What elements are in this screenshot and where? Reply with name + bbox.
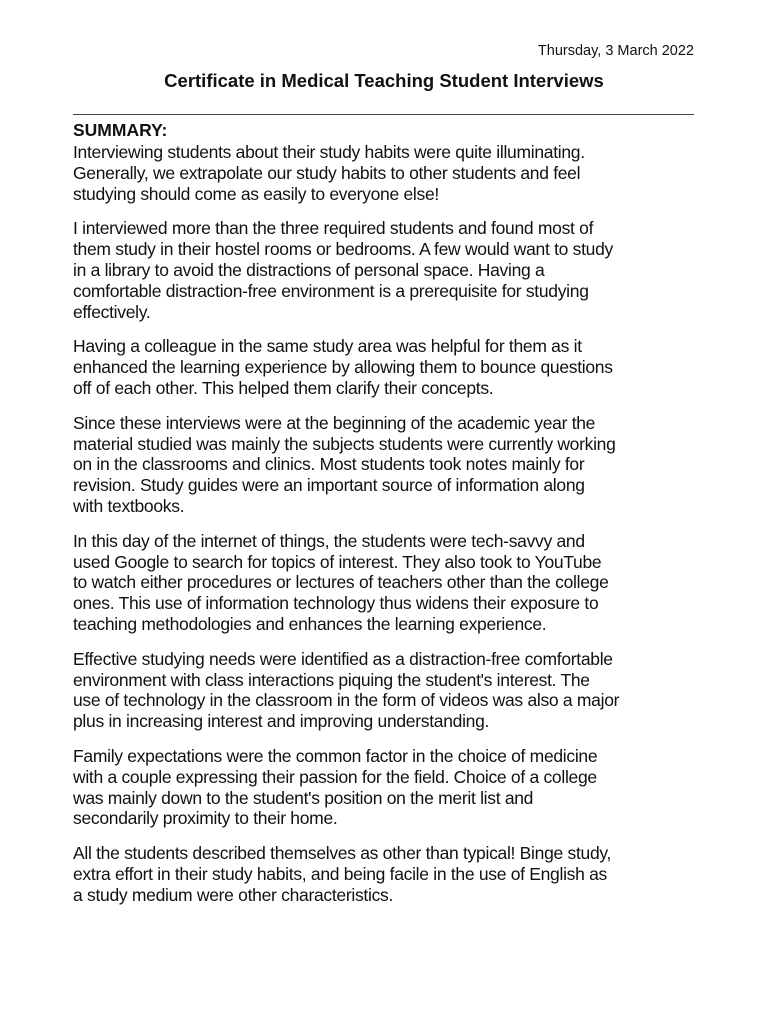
paragraph-line: revision. Study guides were an important source of information along bbox=[73, 475, 585, 496]
paragraph-line: off of each other. This helped them clarify their concepts. bbox=[73, 377, 494, 398]
paragraph-line: environment with class interactions piquing the student's interest. The bbox=[73, 669, 590, 690]
summary-paragraph bbox=[73, 649, 697, 732]
summary-paragraph bbox=[73, 336, 697, 398]
paragraph-line: studying should come as easily to everyone else! bbox=[73, 183, 439, 204]
paragraph-line: in a library to avoid the distractions of personal space. Having a bbox=[73, 259, 545, 280]
paragraph-line: Generally, we extrapolate our study habits to other students and feel bbox=[73, 162, 581, 183]
paragraph-line: All the students described themselves as other than typical! Binge study, bbox=[73, 843, 612, 864]
summary-paragraph bbox=[73, 218, 697, 322]
document-date: Thursday, 3 March 2022 bbox=[537, 43, 694, 59]
summary-section bbox=[73, 118, 697, 920]
title-divider bbox=[73, 114, 694, 115]
paragraph-line: Having a colleague in the same study area was helpful for them as it bbox=[73, 336, 582, 357]
paragraph-line: to watch either procedures or lectures of teachers other than the college bbox=[73, 572, 609, 593]
document-title: Certificate in Medical Teaching Student Interviews bbox=[164, 70, 604, 91]
paragraph-line: ones. This use of information technology thus widens their exposure to bbox=[73, 593, 599, 614]
paragraph-line: was mainly down to the student's position on the merit list and bbox=[73, 787, 534, 808]
paragraph-line: I interviewed more than the three required students and found most of bbox=[73, 218, 594, 239]
summary-body bbox=[73, 142, 697, 906]
summary-paragraph bbox=[73, 746, 697, 829]
summary-paragraph bbox=[73, 142, 697, 204]
paragraph-line: material studied was mainly the subjects students were currently working bbox=[73, 433, 616, 454]
paragraph-line: a study medium were other characteristics. bbox=[73, 884, 394, 905]
paragraph-line: Since these interviews were at the beginning of the academic year the bbox=[73, 412, 596, 433]
paragraph-line: In this day of the internet of things, the students were tech-savvy and bbox=[73, 530, 585, 551]
paragraph-line: plus in increasing interest and improving understanding. bbox=[73, 711, 490, 732]
paragraph-line: Interviewing students about their study habits were quite illuminating. bbox=[73, 142, 585, 162]
paragraph-line: with textbooks. bbox=[73, 495, 185, 516]
paragraph-line: enhanced the learning experience by allowing them to bounce questions bbox=[73, 357, 613, 378]
paragraph-line: Family expectations were the common factor in the choice of medicine bbox=[73, 745, 598, 766]
paragraph-line: secondarily proximity to their home. bbox=[73, 808, 338, 829]
paragraph-line: used Google to search for topics of interest. They also took to YouTube bbox=[73, 551, 602, 572]
paragraph-line: comfortable distraction-free environment is a prerequisite for studying bbox=[73, 280, 589, 301]
paragraph-line: extra effort in their study habits, and being facile in the use of English as bbox=[73, 863, 607, 884]
summary-paragraph bbox=[73, 413, 697, 517]
paragraph-line: Effective studying needs were identified as a distraction-free comfortable bbox=[73, 648, 613, 669]
summary-heading: SUMMARY: bbox=[73, 120, 168, 140]
paragraph-line: on in the classrooms and clinics. Most students took notes mainly for bbox=[73, 454, 585, 475]
paragraph-line: with a couple expressing their passion for the field. Choice of a college bbox=[73, 766, 597, 787]
summary-paragraph bbox=[73, 843, 697, 905]
paragraph-line: effectively. bbox=[73, 301, 151, 322]
paragraph-line: them study in their hostel rooms or bedrooms. A few would want to study bbox=[73, 239, 613, 260]
paragraph-line: use of technology in the classroom in the form of videos was also a major bbox=[73, 690, 620, 711]
paragraph-line: teaching methodologies and enhances the learning experience. bbox=[73, 613, 547, 634]
summary-paragraph bbox=[73, 531, 697, 635]
